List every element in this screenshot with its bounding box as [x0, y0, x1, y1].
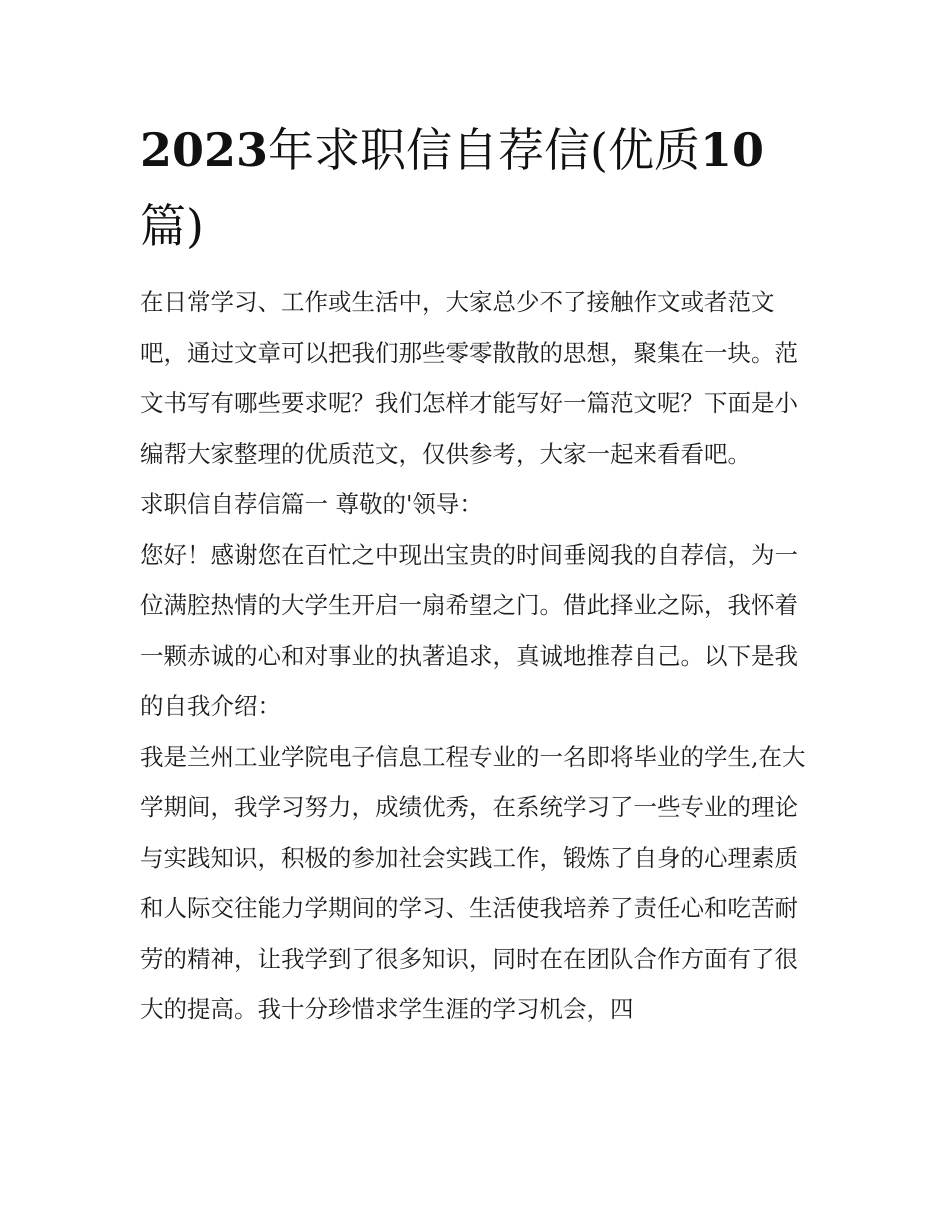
document-title: [140, 112, 820, 264]
letter-heading: 求职信自荐信篇一 尊敬的'领导：: [140, 490, 483, 518]
title-end: 篇): [140, 199, 204, 253]
title-year: 2023: [140, 123, 269, 177]
title-count: 10: [699, 123, 764, 177]
document-body: [140, 277, 820, 1035]
greeting-paragraph: 您好！感谢您在百忙之中现出宝贵的时间垂阅我的自荐信，为一位满腔热情的大学生开启一扇希望之门。借此择业之际，我怀着一颗赤诚的心和对事业的执著追求，真诚地推荐自己。以下是我的自我介绍：: [140, 540, 798, 720]
title-text: 年求职信自荐信(优质: [268, 123, 700, 177]
self-introduction-paragraph: 我是兰州工业学院电子信息工程专业的一名即将毕业的学生,在大学期间，我学习努力，成绩优秀，在系统学习了一些专业的理论与实践知识，积极的参加社会实践工作，锻炼了自身的心理素质和人际交往能力学期间的学习、生活使我培养了责任心和吃苦耐劳的精神，让我学到了很多知识，同时在在团队合作方面有了很大的提高。我十分珍惜求学生涯的学习机会，四: [140, 742, 806, 1023]
intro-paragraph: 在日常学习、工作或生活中，大家总少不了接触作文或者范文吧，通过文章可以把我们那些零零散散的思想，聚集在一块。范文书写有哪些要求呢？我们怎样才能写好一篇范文呢？下面是小编帮大家整理的优质范文，仅供参考，大家一起来看看吧。: [140, 288, 798, 468]
